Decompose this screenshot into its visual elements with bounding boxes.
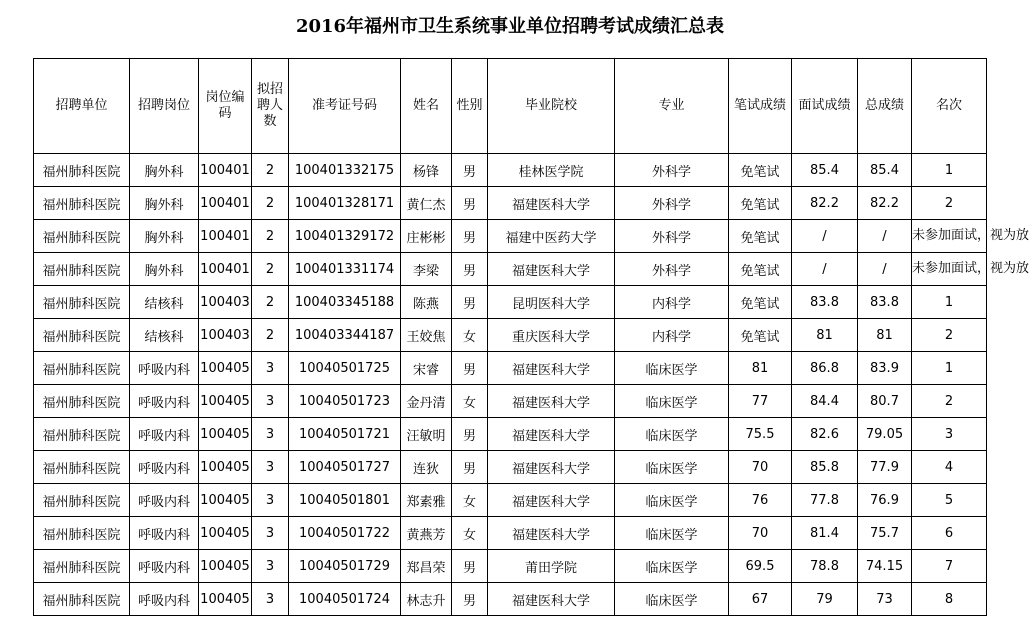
written-score-cell: 免笔试 (729, 253, 792, 286)
written-score-cell: 70 (729, 451, 792, 484)
ticket-no-cell: 100401331174 (289, 253, 401, 286)
header-cell: 拟招聘人数 (252, 59, 289, 154)
post-code-cell: 100405 (199, 484, 252, 517)
name-cell: 庄彬彬 (401, 220, 452, 253)
table-row (34, 550, 987, 583)
post-code-cell: 100403 (199, 319, 252, 352)
rank-cell: 2 (912, 385, 987, 418)
school-cell: 福建医科大学 (488, 583, 615, 616)
results-table (33, 58, 1029, 616)
school-cell: 昆明医科大学 (488, 286, 615, 319)
written-score-cell: 免笔试 (729, 187, 792, 220)
total-score-cell: / (858, 220, 912, 253)
ticket-no-cell: 10040501723 (289, 385, 401, 418)
gender-cell: 女 (452, 484, 488, 517)
table-row (34, 583, 987, 616)
ticket-no-cell: 100401329172 (289, 220, 401, 253)
rank-cell: 7 (912, 550, 987, 583)
name-cell: 汪敏明 (401, 418, 452, 451)
unit-cell: 福州肺科医院 (34, 154, 130, 187)
post-cell: 结核科 (130, 319, 199, 352)
table-body (34, 154, 1029, 616)
rank-cell: 8 (912, 583, 987, 616)
header-cell: 笔试成绩 (729, 59, 792, 154)
table-row (34, 220, 987, 253)
gender-cell: 男 (452, 187, 488, 220)
header-cell: 毕业院校 (488, 59, 615, 154)
post-cell: 胸外科 (130, 220, 199, 253)
quota-cell: 2 (252, 187, 289, 220)
interview-score-cell: 83.8 (792, 286, 858, 319)
interview-score-cell: 82.6 (792, 418, 858, 451)
school-cell: 福建医科大学 (488, 517, 615, 550)
gender-cell: 男 (452, 154, 488, 187)
post-code-cell: 100401 (199, 187, 252, 220)
interview-score-cell: 82.2 (792, 187, 858, 220)
total-score-cell: 83.9 (858, 352, 912, 385)
major-cell: 临床医学 (615, 418, 729, 451)
header-cell: 总成绩 (858, 59, 912, 154)
gender-cell: 女 (452, 319, 488, 352)
written-score-cell: 77 (729, 385, 792, 418)
page-title: 2016年福州市卫生系统事业单位招聘考试成绩汇总表 (295, 16, 725, 37)
total-score-cell: 80.7 (858, 385, 912, 418)
post-cell: 呼吸内科 (130, 517, 199, 550)
school-cell: 福建医科大学 (488, 253, 615, 286)
gender-cell: 男 (452, 253, 488, 286)
rank-cell: 未参加面试，视为放 (912, 253, 987, 286)
header-cell: 专业 (615, 59, 729, 154)
written-score-cell: 免笔试 (729, 286, 792, 319)
name-cell: 黄燕芳 (401, 517, 452, 550)
name-cell: 杨锋 (401, 154, 452, 187)
rank-cell: 3 (912, 418, 987, 451)
written-score-cell: 81 (729, 352, 792, 385)
quota-cell: 2 (252, 319, 289, 352)
name-cell: 陈燕 (401, 286, 452, 319)
written-score-cell: 免笔试 (729, 154, 792, 187)
name-cell: 李梁 (401, 253, 452, 286)
unit-cell: 福州肺科医院 (34, 517, 130, 550)
school-cell: 桂林医学院 (488, 154, 615, 187)
major-cell: 外科学 (615, 220, 729, 253)
school-cell: 福建医科大学 (488, 418, 615, 451)
table-row (34, 253, 987, 286)
school-cell: 福建中医药大学 (488, 220, 615, 253)
table-row (34, 187, 987, 220)
major-cell: 临床医学 (615, 517, 729, 550)
ticket-no-cell: 100403345188 (289, 286, 401, 319)
interview-score-cell: 85.8 (792, 451, 858, 484)
rank-cell: 1 (912, 286, 987, 319)
post-cell: 呼吸内科 (130, 418, 199, 451)
post-code-cell: 100405 (199, 385, 252, 418)
table-row (34, 451, 987, 484)
interview-score-cell: 77.8 (792, 484, 858, 517)
quota-cell: 3 (252, 418, 289, 451)
post-cell: 胸外科 (130, 187, 199, 220)
unit-cell: 福州肺科医院 (34, 583, 130, 616)
school-cell: 福建医科大学 (488, 385, 615, 418)
rank-cell: 未参加面试，视为放 (912, 220, 987, 253)
table-row (34, 484, 987, 517)
gender-cell: 男 (452, 583, 488, 616)
gender-cell: 女 (452, 385, 488, 418)
unit-cell: 福州肺科医院 (34, 187, 130, 220)
rank-cell: 6 (912, 517, 987, 550)
total-score-cell: 79.05 (858, 418, 912, 451)
table-row (34, 286, 987, 319)
unit-cell: 福州肺科医院 (34, 484, 130, 517)
post-cell: 呼吸内科 (130, 484, 199, 517)
interview-score-cell: 79 (792, 583, 858, 616)
post-code-cell: 100405 (199, 352, 252, 385)
post-cell: 结核科 (130, 286, 199, 319)
quota-cell: 2 (252, 286, 289, 319)
school-cell: 福建医科大学 (488, 187, 615, 220)
name-cell: 黄仁杰 (401, 187, 452, 220)
gender-cell: 男 (452, 418, 488, 451)
post-cell: 胸外科 (130, 154, 199, 187)
rank-cell: 1 (912, 154, 987, 187)
post-code-cell: 100401 (199, 154, 252, 187)
quota-cell: 2 (252, 154, 289, 187)
written-score-cell: 76 (729, 484, 792, 517)
interview-score-cell: / (792, 253, 858, 286)
total-score-cell: 75.7 (858, 517, 912, 550)
total-score-cell: 73 (858, 583, 912, 616)
quota-cell: 3 (252, 517, 289, 550)
name-cell: 宋睿 (401, 352, 452, 385)
post-code-cell: 100405 (199, 550, 252, 583)
major-cell: 临床医学 (615, 352, 729, 385)
table-row (34, 418, 987, 451)
ticket-no-cell: 10040501725 (289, 352, 401, 385)
rank-cell: 2 (912, 319, 987, 352)
total-score-cell: / (858, 253, 912, 286)
major-cell: 外科学 (615, 187, 729, 220)
header-cell: 准考证号码 (289, 59, 401, 154)
school-cell: 福建医科大学 (488, 484, 615, 517)
table-row (34, 385, 987, 418)
major-cell: 外科学 (615, 253, 729, 286)
ticket-no-cell: 100401328171 (289, 187, 401, 220)
header-cell: 名次 (912, 59, 987, 154)
unit-cell: 福州肺科医院 (34, 385, 130, 418)
header-cell: 招聘单位 (34, 59, 130, 154)
written-score-cell: 免笔试 (729, 220, 792, 253)
unit-cell: 福州肺科医院 (34, 451, 130, 484)
header-cell: 性别 (452, 59, 488, 154)
interview-score-cell: 86.8 (792, 352, 858, 385)
gender-cell: 男 (452, 451, 488, 484)
quota-cell: 3 (252, 484, 289, 517)
rank-cell: 1 (912, 352, 987, 385)
ticket-no-cell: 10040501721 (289, 418, 401, 451)
ticket-no-cell: 10040501727 (289, 451, 401, 484)
interview-score-cell: 85.4 (792, 154, 858, 187)
school-cell: 福建医科大学 (488, 451, 615, 484)
ticket-no-cell: 10040501722 (289, 517, 401, 550)
major-cell: 临床医学 (615, 385, 729, 418)
gender-cell: 男 (452, 550, 488, 583)
quota-cell: 2 (252, 220, 289, 253)
interview-score-cell: 81.4 (792, 517, 858, 550)
school-cell: 福建医科大学 (488, 352, 615, 385)
ticket-no-cell: 10040501801 (289, 484, 401, 517)
post-code-cell: 100401 (199, 253, 252, 286)
quota-cell: 3 (252, 451, 289, 484)
name-cell: 林志升 (401, 583, 452, 616)
interview-score-cell: 78.8 (792, 550, 858, 583)
total-score-cell: 81 (858, 319, 912, 352)
ticket-no-cell: 100401332175 (289, 154, 401, 187)
name-cell: 连狄 (401, 451, 452, 484)
major-cell: 临床医学 (615, 550, 729, 583)
unit-cell: 福州肺科医院 (34, 253, 130, 286)
quota-cell: 3 (252, 550, 289, 583)
post-cell: 呼吸内科 (130, 550, 199, 583)
quota-cell: 3 (252, 583, 289, 616)
name-cell: 郑素雅 (401, 484, 452, 517)
post-code-cell: 100405 (199, 418, 252, 451)
written-score-cell: 70 (729, 517, 792, 550)
written-score-cell: 69.5 (729, 550, 792, 583)
total-score-cell: 82.2 (858, 187, 912, 220)
major-cell: 内科学 (615, 319, 729, 352)
name-cell: 金丹清 (401, 385, 452, 418)
rank-cell: 5 (912, 484, 987, 517)
table-row (34, 154, 987, 187)
name-cell: 郑昌荣 (401, 550, 452, 583)
school-cell: 重庆医科大学 (488, 319, 615, 352)
major-cell: 临床医学 (615, 484, 729, 517)
post-cell: 胸外科 (130, 253, 199, 286)
interview-score-cell: 84.4 (792, 385, 858, 418)
ticket-no-cell: 10040501724 (289, 583, 401, 616)
unit-cell: 福州肺科医院 (34, 550, 130, 583)
major-cell: 临床医学 (615, 583, 729, 616)
gender-cell: 男 (452, 286, 488, 319)
major-cell: 临床医学 (615, 451, 729, 484)
interview-score-cell: / (792, 220, 858, 253)
header-cell: 面试成绩 (792, 59, 858, 154)
header-cell: 姓名 (401, 59, 452, 154)
gender-cell: 男 (452, 352, 488, 385)
post-code-cell: 100405 (199, 451, 252, 484)
table-row (34, 352, 987, 385)
header-cell: 岗位编码 (199, 59, 252, 154)
post-code-cell: 100401 (199, 220, 252, 253)
written-score-cell: 免笔试 (729, 319, 792, 352)
post-cell: 呼吸内科 (130, 451, 199, 484)
gender-cell: 男 (452, 220, 488, 253)
name-cell: 王姣焦 (401, 319, 452, 352)
unit-cell: 福州肺科医院 (34, 286, 130, 319)
major-cell: 外科学 (615, 154, 729, 187)
gender-cell: 女 (452, 517, 488, 550)
ticket-no-cell: 100403344187 (289, 319, 401, 352)
unit-cell: 福州肺科医院 (34, 220, 130, 253)
total-score-cell: 74.15 (858, 550, 912, 583)
header-cell: 招聘岗位 (130, 59, 199, 154)
table-row (34, 319, 987, 352)
rank-cell: 4 (912, 451, 987, 484)
school-cell: 莆田学院 (488, 550, 615, 583)
written-score-cell: 67 (729, 583, 792, 616)
total-score-cell: 76.9 (858, 484, 912, 517)
unit-cell: 福州肺科医院 (34, 352, 130, 385)
unit-cell: 福州肺科医院 (34, 418, 130, 451)
unit-cell: 福州肺科医院 (34, 319, 130, 352)
interview-score-cell: 81 (792, 319, 858, 352)
ticket-no-cell: 10040501729 (289, 550, 401, 583)
table-row (34, 517, 987, 550)
post-code-cell: 100403 (199, 286, 252, 319)
total-score-cell: 77.9 (858, 451, 912, 484)
post-code-cell: 100405 (199, 517, 252, 550)
written-score-cell: 75.5 (729, 418, 792, 451)
post-cell: 呼吸内科 (130, 583, 199, 616)
total-score-cell: 83.8 (858, 286, 912, 319)
total-score-cell: 85.4 (858, 154, 912, 187)
quota-cell: 3 (252, 385, 289, 418)
rank-cell: 2 (912, 187, 987, 220)
post-cell: 呼吸内科 (130, 385, 199, 418)
post-code-cell: 100405 (199, 583, 252, 616)
quota-cell: 2 (252, 253, 289, 286)
post-cell: 呼吸内科 (130, 352, 199, 385)
major-cell: 内科学 (615, 286, 729, 319)
header-row (34, 59, 987, 154)
quota-cell: 3 (252, 352, 289, 385)
